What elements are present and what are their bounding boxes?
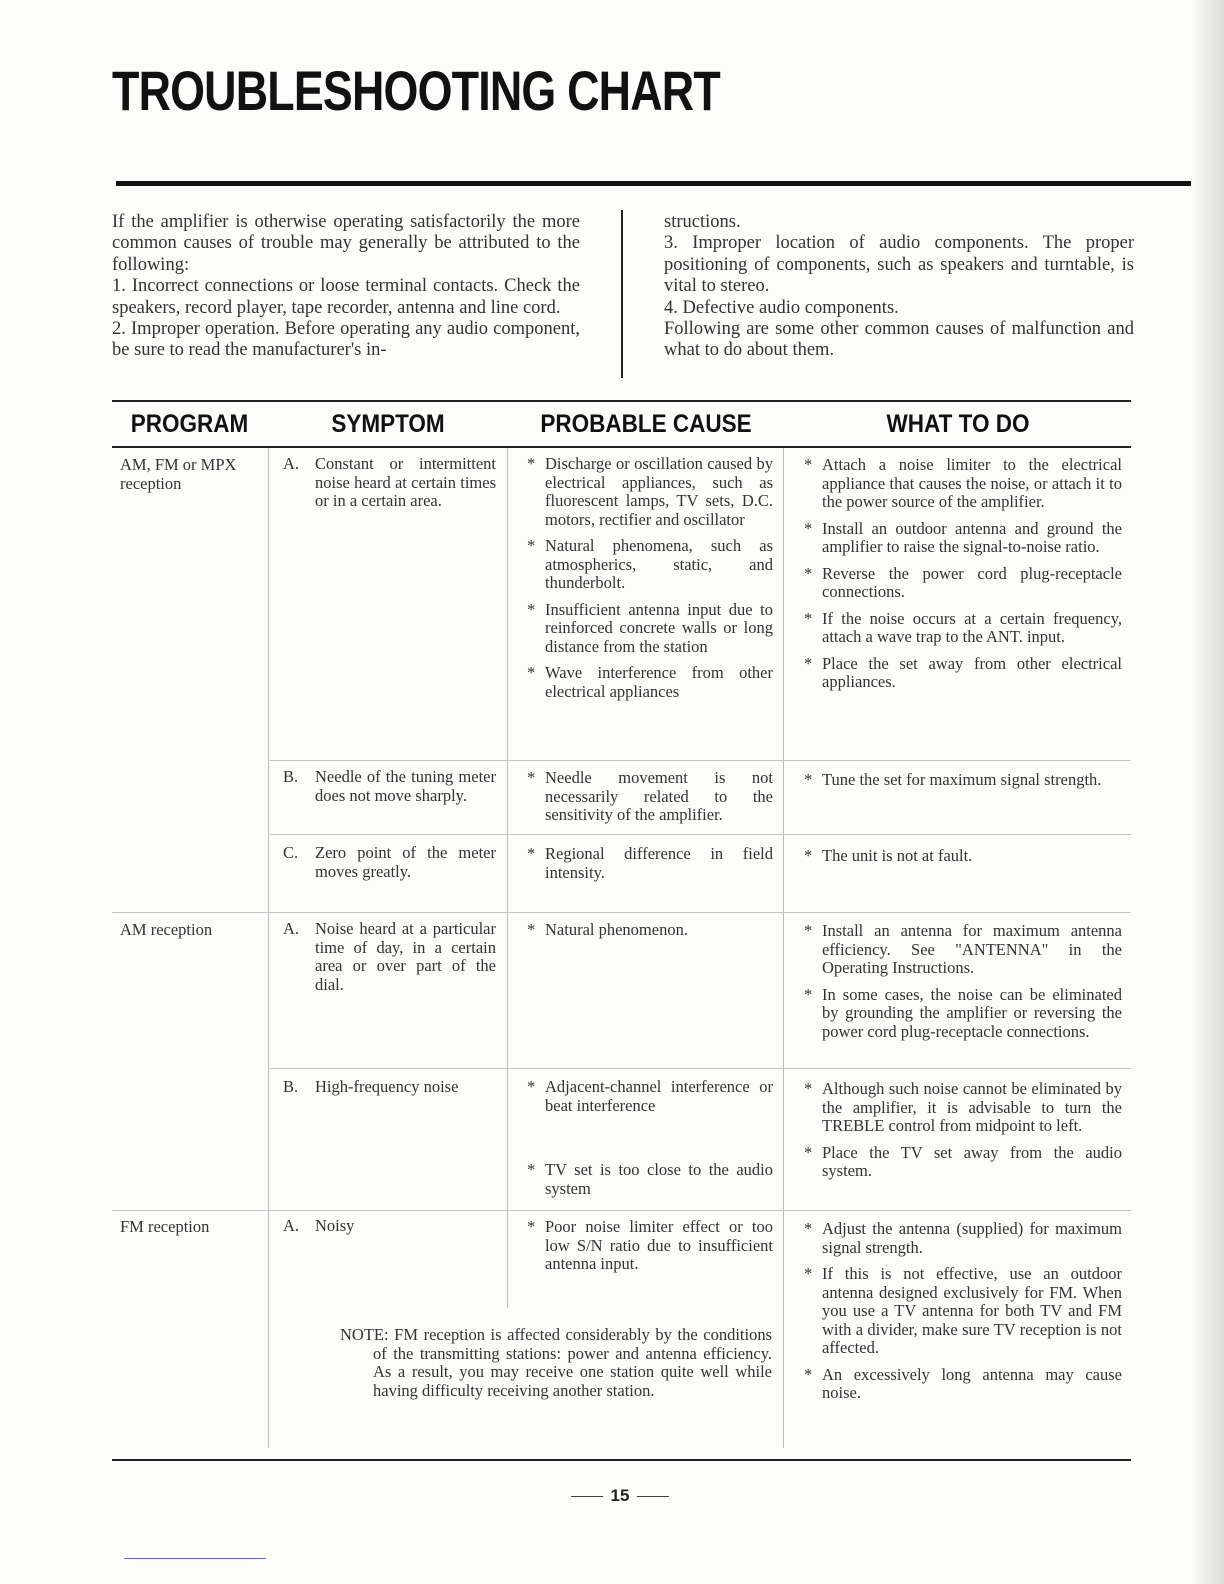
- bullet-star: *: [804, 1079, 813, 1098]
- todo-text: Place the set away from other electrical appliances.: [822, 653, 1122, 691]
- todo-item: [804, 1366, 1122, 1403]
- column-divider: [507, 448, 508, 1308]
- symptom-letter: C.: [283, 843, 299, 862]
- cause-cell: [527, 1218, 773, 1282]
- todo-item: [804, 771, 1122, 790]
- intro-right-column: [664, 212, 1134, 362]
- todo-cell: [804, 456, 1122, 700]
- todo-text: Adjust the antenna (supplied) for maximum signal strength.: [822, 1219, 1122, 1257]
- bullet-star: *: [804, 1219, 813, 1238]
- todo-item: [804, 655, 1122, 692]
- todo-cell: [804, 771, 1122, 798]
- todo-text: Reverse the power cord plug-receptacle connections.: [822, 563, 1122, 601]
- fm-note: [340, 1326, 772, 1400]
- symptom-cell: [283, 920, 496, 994]
- symptom-text: High-frequency noise: [315, 1077, 459, 1096]
- cause-text: Poor noise limiter effect or too low S/N ratio due to insufficient antenna input.: [545, 1217, 773, 1273]
- bottom-rule: [112, 1459, 1131, 1461]
- title-rule: [116, 181, 1191, 186]
- todo-item: [804, 520, 1122, 557]
- page-edge-shadow: [1190, 0, 1224, 1584]
- bullet-star: *: [527, 1217, 536, 1236]
- program-cell: FM reception: [120, 1217, 210, 1236]
- bullet-star: *: [527, 599, 536, 619]
- intro-paragraph: structions.: [664, 212, 741, 232]
- bullet-star: *: [804, 984, 813, 1004]
- cause-text: Wave interference from other electrical appliances: [545, 663, 773, 701]
- cause-item: [527, 537, 773, 593]
- bullet-star: *: [527, 1077, 536, 1096]
- cause-cell: [527, 1078, 773, 1206]
- cause-cell: [527, 921, 773, 948]
- bullet-star: *: [804, 1364, 813, 1384]
- intro-paragraph: 4. Defective audio components.: [664, 297, 899, 318]
- program-cell: AM reception: [120, 920, 213, 939]
- bullet-star: *: [804, 1264, 813, 1283]
- symptom-letter: A.: [283, 919, 300, 938]
- bullet-star: *: [804, 921, 813, 940]
- todo-item: [804, 456, 1122, 512]
- todo-item: [804, 847, 1122, 866]
- row-divider: [270, 834, 1131, 835]
- bullet-star: *: [527, 536, 536, 555]
- symptom-text: Constant or intermittent noise heard at certain times or in a certain area.: [315, 454, 496, 510]
- todo-cell: [804, 1220, 1122, 1411]
- program-cell: AM, FM or MPX reception: [120, 455, 237, 493]
- intro-divider: [621, 210, 623, 378]
- header-probable-cause: PROBABLE CAUSE: [540, 410, 752, 438]
- todo-item: [804, 1080, 1122, 1136]
- todo-text: Attach a noise limiter to the electrical appliance that causes the noise, or attach it to the power source of the amplifier.: [822, 455, 1122, 511]
- cause-item: [527, 1161, 773, 1198]
- row-divider: [270, 760, 1131, 761]
- todo-cell: [804, 1080, 1122, 1189]
- symptom-cell: [283, 1217, 496, 1236]
- todo-item: [804, 1220, 1122, 1257]
- row-divider: [112, 912, 1131, 913]
- cause-cell: [527, 455, 773, 709]
- symptom-letter: A.: [283, 454, 300, 473]
- bullet-star: *: [527, 844, 536, 863]
- footer-blue-line: [124, 1558, 266, 1559]
- cause-text: Regional difference in field intensity.: [545, 844, 773, 882]
- intro-paragraph: If the amplifier is otherwise operating satisfactorily the more common causes of trouble may generally be attributed to the following:: [112, 212, 580, 275]
- cause-item: [527, 769, 773, 825]
- bullet-star: *: [527, 768, 536, 787]
- bullet-star: *: [804, 518, 813, 538]
- cause-text: Natural phenomenon.: [545, 920, 688, 939]
- todo-cell: [804, 922, 1122, 1049]
- header-symptom: SYMPTOM: [331, 410, 445, 438]
- cause-item: [527, 1078, 773, 1115]
- todo-text: The unit is not at fault.: [822, 846, 973, 865]
- cause-text: Insufficient antenna input due to reinforced concrete walls or long distance from the station: [545, 599, 773, 656]
- bullet-star: *: [527, 663, 536, 682]
- cause-item: [527, 664, 773, 701]
- todo-item: [804, 1144, 1122, 1181]
- page-number-dash: [571, 1496, 603, 1497]
- cause-item: [527, 845, 773, 882]
- todo-cell: [804, 847, 1122, 874]
- cause-text: Natural phenomena, such as atmospherics, static, and thunderbolt.: [545, 536, 773, 592]
- symptom-cell: [283, 844, 496, 881]
- cause-item: [527, 921, 773, 940]
- page-title: TROUBLESHOOTING CHART: [112, 59, 720, 122]
- bullet-star: *: [527, 1160, 536, 1179]
- symptom-text: Zero point of the meter moves greatly.: [315, 843, 496, 881]
- page-number-text: 15: [610, 1486, 630, 1505]
- todo-text: Install an antenna for maximum antenna efficiency. See "ANTENNA" in the Operating Instructions.: [822, 921, 1122, 977]
- bullet-star: *: [804, 846, 813, 865]
- bullet-star: *: [804, 608, 813, 628]
- cause-text: Needle movement is not necessarily related to the sensitivity of the amplifier.: [545, 768, 773, 824]
- intro-left-column: [112, 212, 580, 362]
- todo-item: [804, 922, 1122, 978]
- symptom-cell: [283, 1078, 496, 1097]
- todo-text: Install an outdoor antenna and ground the amplifier to raise the signal-to-noise ratio.: [822, 518, 1122, 556]
- intro-paragraph: 3. Improper location of audio components. The proper positioning of components, such as speakers and turntable, is vital to stereo.: [664, 233, 1134, 297]
- todo-text: Tune the set for maximum signal strength.: [822, 770, 1102, 789]
- todo-item: [804, 986, 1122, 1042]
- cause-text: Adjacent-channel interference or beat interference: [545, 1077, 773, 1115]
- cause-item: [527, 1218, 773, 1274]
- bullet-star: *: [527, 454, 536, 473]
- intro-paragraph: 1. Incorrect connections or loose terminal contacts. Check the speakers, record player, tape recorder, antenna and line cord.: [112, 276, 580, 318]
- page-number-dash: [637, 1496, 669, 1497]
- cause-cell: [527, 769, 773, 833]
- bullet-star: *: [527, 920, 536, 939]
- bullet-star: *: [804, 1142, 813, 1162]
- todo-item: [804, 1265, 1122, 1358]
- row-divider: [112, 1210, 1131, 1211]
- symptom-cell: [283, 455, 496, 511]
- todo-item: [804, 610, 1122, 647]
- cause-item: [527, 601, 773, 657]
- bullet-star: *: [804, 455, 813, 474]
- cause-text: TV set is too close to the audio system: [545, 1160, 773, 1198]
- header-program: PROGRAM: [130, 410, 249, 438]
- cause-cell: [527, 845, 773, 890]
- intro-paragraph: 2. Improper operation. Before operating any audio component, be sure to read the manufacturer's in-: [112, 319, 580, 361]
- todo-text: In some cases, the noise can be eliminated by grounding the amplifier or reversing the power cord plug-receptacle connections.: [822, 984, 1122, 1041]
- column-divider: [783, 448, 784, 1448]
- column-divider: [268, 448, 269, 1448]
- symptom-text: Noisy: [315, 1216, 355, 1235]
- cause-text: Discharge or oscillation caused by electrical appliances, such as fluorescent lamps, TV sets, D.C. motors, rectifier and oscillator: [545, 454, 773, 529]
- header-what-to-do: WHAT TO DO: [886, 410, 1030, 438]
- todo-text: Although such noise cannot be eliminated by the amplifier, it is advisable to turn the TREBLE control from midpoint to left.: [822, 1079, 1122, 1135]
- symptom-cell: [283, 768, 496, 805]
- page-number: [560, 1486, 680, 1506]
- symptom-text: Needle of the tuning meter does not move sharply.: [315, 767, 496, 805]
- table-top-rule: [112, 400, 1131, 402]
- bullet-star: *: [804, 653, 813, 673]
- todo-text: If this is not effective, use an outdoor antenna designed exclusively for FM. When you use a TV antenna for both TV and FM with a divider, make sure TV reception is not affected.: [822, 1264, 1122, 1357]
- symptom-letter: A.: [283, 1216, 300, 1235]
- todo-text: If the noise occurs at a certain frequency, attach a wave trap to the ANT. input.: [822, 608, 1122, 646]
- todo-text: Place the TV set away from the audio system.: [822, 1142, 1122, 1180]
- table-header-rule: [112, 446, 1131, 448]
- todo-text: An excessively long antenna may cause noise.: [822, 1364, 1122, 1402]
- todo-item: [804, 565, 1122, 602]
- cause-item: [527, 455, 773, 529]
- row-divider: [270, 1068, 1131, 1069]
- symptom-letter: B.: [283, 1077, 299, 1096]
- intro-paragraph: Following are some other common causes of malfunction and what to do about them.: [664, 319, 1134, 361]
- symptom-letter: B.: [283, 767, 299, 786]
- symptom-text: Noise heard at a particular time of day, in a certain area or over part of the dial.: [315, 919, 496, 994]
- bullet-star: *: [804, 563, 813, 583]
- note-text: NOTE: FM reception is affected considerably by the conditions of the transmitting stations: power and antenna efficiency. As a result, you may receive one station quite well while having difficulty receiving another station.: [340, 1325, 772, 1400]
- bullet-star: *: [804, 770, 813, 789]
